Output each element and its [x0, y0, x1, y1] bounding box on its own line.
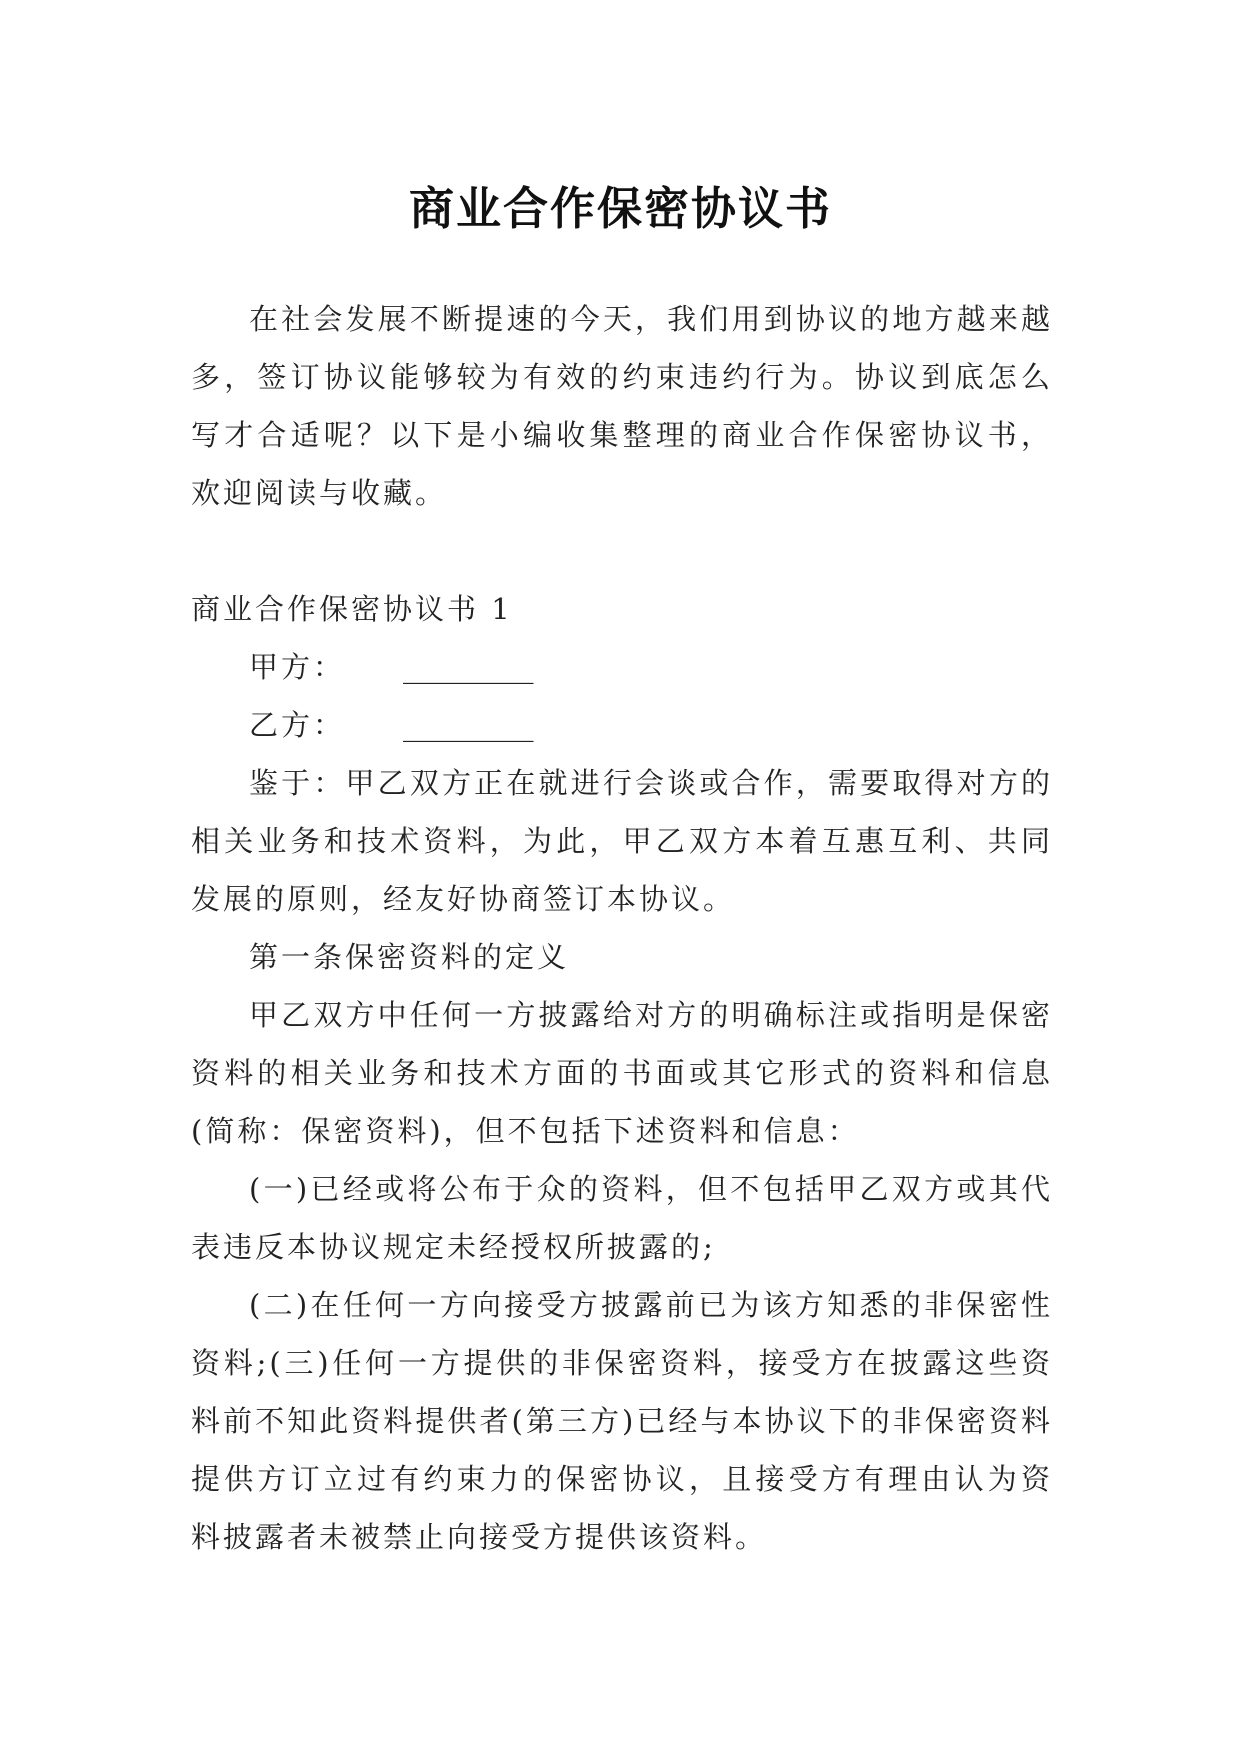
party-a-label: 甲方：: [249, 650, 346, 684]
exclusion-item-one: (一)已经或将公布于众的资料，但不包括甲乙双方或其代表违反本协议规定未经授权所披露的;: [191, 1172, 1053, 1264]
document-body: [191, 290, 1053, 1566]
party-b-label: 乙方：: [249, 708, 346, 742]
article-one-heading: 第一条保密资料的定义: [249, 940, 570, 974]
exclusion-items-two-three: (二)在任何一方向接受方披露前已为该方知悉的非保密性资料;(三)任何一方提供的非保密资料，接受方在披露这些资料前不知此资料提供者(第三方)已经与本协议下的非保密资料提供方订立过有约束力的保密协议，且接受方有理由认为资料披露者未被禁止向接受方提供该资料。: [191, 1288, 1053, 1554]
recital-paragraph: 鉴于：甲乙双方正在就进行会谈或合作，需要取得对方的相关业务和技术资料，为此，甲乙双方本着互惠互利、共同发展的原则，经友好协商签订本协议。: [191, 766, 1053, 916]
party-b-blank: _________: [403, 708, 534, 742]
confidential-definition-paragraph: 甲乙双方中任何一方披露给对方的明确标注或指明是保密资料的相关业务和技术方面的书面或其它形式的资料和信息(简称：保密资料)，但不包括下述资料和信息：: [191, 998, 1053, 1148]
document-title: 商业合作保密协议书: [408, 182, 832, 236]
party-b-line: [191, 696, 1053, 754]
party-a-line: [191, 638, 1053, 696]
intro-paragraph: 在社会发展不断提速的今天，我们用到协议的地方越来越多，签订协议能够较为有效的约束违约行为。协议到底怎么写才合适呢？以下是小编收集整理的商业合作保密协议书，欢迎阅读与收藏。: [191, 302, 1053, 510]
section-heading: 商业合作保密协议书 1: [191, 592, 513, 626]
party-a-blank: _________: [403, 650, 534, 684]
